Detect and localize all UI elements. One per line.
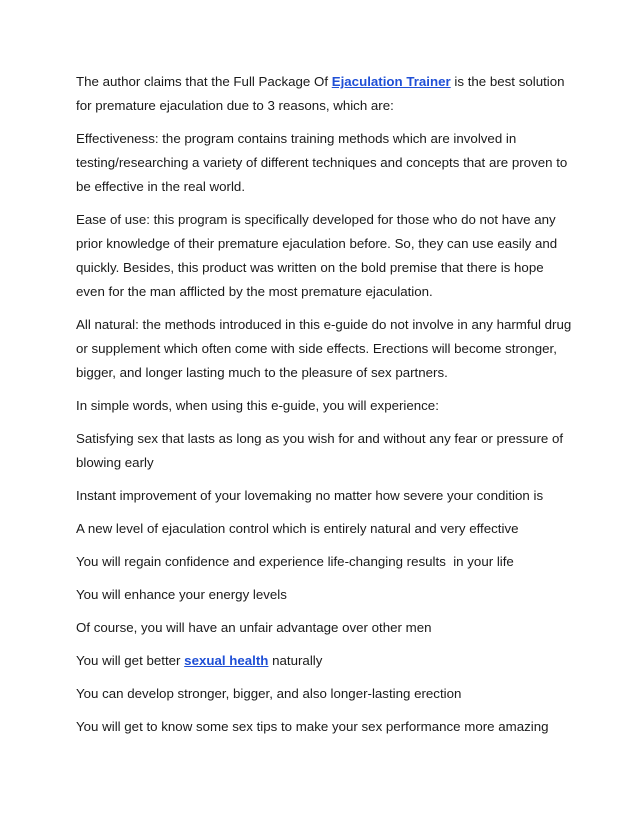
- benefits-lead-in: In simple words, when using this e-guide, you will experience:: [76, 398, 439, 413]
- health-text-after: naturally: [268, 653, 323, 668]
- benefit-item: Satisfying sex that lasts as long as you wish for and without any fear or pressure of blowing early: [76, 431, 564, 470]
- reason-ease-of-use: Ease of use: this program is specifically developed for those who do not have any prior knowledge of their premature ejaculation before. So, they can use easily and quickly. Besides, this product was written on the bold premise that there is hope even for the man afflicted by the most premature ejaculation.: [76, 212, 558, 299]
- intro-text-before: The author claims that the Full Package Of: [76, 74, 332, 89]
- intro-text-after: is the best solution for premature ejaculation due to 3 reasons, which are:: [76, 74, 565, 113]
- reason-effectiveness: Effectiveness: the program contains training methods which are involved in testing/researching a variety of different techniques and concepts that are proven to be effective in the real world.: [76, 131, 568, 194]
- benefit-item-sexual-health: [76, 649, 576, 673]
- intro-paragraph: [76, 70, 576, 118]
- ejaculation-trainer-link[interactable]: Ejaculation Trainer: [331, 74, 451, 89]
- benefit-item: You will get to know some sex tips to make your sex performance more amazing: [76, 719, 549, 734]
- benefit-item: You will enhance your energy levels: [76, 587, 287, 602]
- benefit-item: You can develop stronger, bigger, and also longer-lasting erection: [76, 686, 462, 701]
- benefit-item: Of course, you will have an unfair advantage over other men: [76, 620, 432, 635]
- benefit-item: Instant improvement of your lovemaking no matter how severe your condition is: [76, 488, 544, 503]
- benefit-item: A new level of ejaculation control which is entirely natural and very effective: [76, 521, 519, 536]
- reason-all-natural: All natural: the methods introduced in this e-guide do not involve in any harmful drug or supplement which often come with side effects. Erections will become stronger, bigger, and longer lasting much to the pleasure of sex partners.: [76, 317, 572, 380]
- sexual-health-link[interactable]: sexual health: [184, 653, 269, 668]
- benefit-item: You will regain confidence and experience life-changing results in your life: [76, 554, 514, 569]
- health-text-before: You will get better: [76, 653, 185, 668]
- document-page: [76, 70, 576, 748]
